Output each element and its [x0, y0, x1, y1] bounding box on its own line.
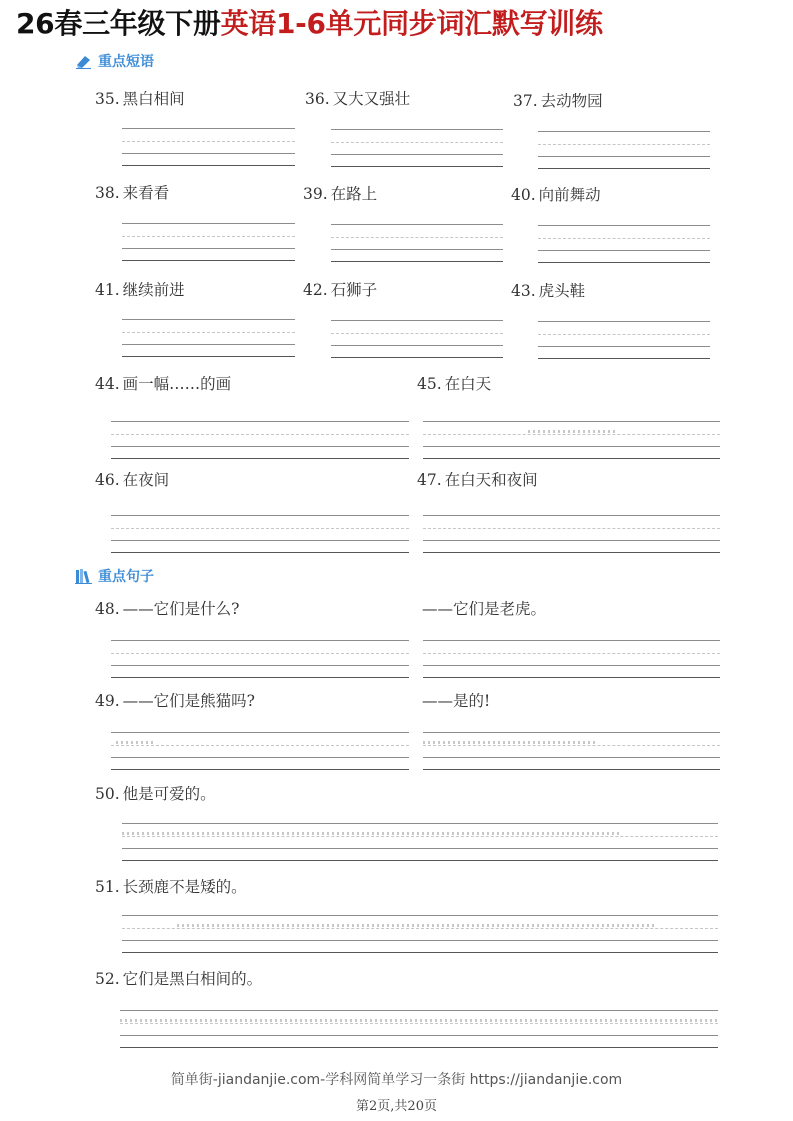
writing-lines[interactable] [423, 421, 720, 461]
writing-lines[interactable] [423, 640, 720, 680]
phrase-item: 37. 去动物园 [513, 92, 603, 110]
phrase-item: 36. 又大又强壮 [305, 90, 411, 108]
phrase-item: 41. 继续前进 [95, 281, 185, 299]
writing-lines[interactable] [538, 131, 710, 171]
writing-lines[interactable] [423, 515, 720, 555]
phrase-item: 42. 石狮子 [303, 281, 378, 299]
section-sentences-heading [75, 566, 154, 586]
section-sentences-label: 重点句子 [98, 569, 154, 585]
section-phrases-heading [75, 51, 154, 71]
sentence-item: 49. ——它们是熊猫吗? [95, 692, 255, 710]
writing-lines[interactable] [111, 421, 409, 461]
title-topic: 英语1-6单元同步词汇默写训练 [220, 7, 603, 40]
sentence-answer: ——它们是老虎。 [422, 600, 547, 618]
books-icon [75, 568, 93, 584]
sentence-answer: ——是的! [422, 692, 491, 710]
pencil-eraser-icon [75, 53, 93, 69]
writing-lines[interactable] [423, 732, 720, 772]
writing-lines[interactable] [331, 129, 503, 169]
sentence-item: 52. 它们是黑白相间的。 [95, 970, 263, 988]
section-phrases-label: 重点短语 [98, 54, 154, 70]
writing-lines[interactable] [111, 515, 409, 555]
phrase-item: 43. 虎头鞋 [511, 282, 586, 300]
writing-lines[interactable] [122, 823, 718, 863]
footer-page-number: 第2页,共20页 [356, 1099, 437, 1114]
sentence-item: 50. 他是可爱的。 [95, 785, 216, 803]
writing-lines[interactable] [122, 223, 295, 263]
phrase-item: 39. 在路上 [303, 185, 378, 203]
sentence-item: 48. ——它们是什么? [95, 600, 240, 618]
writing-lines[interactable] [538, 225, 710, 265]
phrase-item: 38. 来看看 [95, 184, 170, 202]
writing-lines[interactable] [111, 732, 409, 772]
phrase-item: 47. 在白天和夜间 [417, 471, 538, 489]
phrase-item: 40. 向前舞动 [511, 186, 601, 204]
writing-lines[interactable] [331, 224, 503, 264]
phrase-item: 35. 黑白相间 [95, 90, 185, 108]
writing-lines[interactable] [122, 915, 718, 955]
phrase-item: 45. 在白天 [417, 375, 492, 393]
writing-lines[interactable] [111, 640, 409, 680]
writing-lines[interactable] [538, 321, 710, 361]
phrase-item: 44. 画一幅……的画 [95, 375, 232, 393]
writing-lines[interactable] [122, 319, 295, 359]
page-title [16, 4, 781, 44]
writing-lines[interactable] [120, 1010, 718, 1050]
sentence-item: 51. 长颈鹿不是矮的。 [95, 878, 247, 896]
writing-lines[interactable] [122, 128, 295, 168]
writing-lines[interactable] [331, 320, 503, 360]
footer-site: 简单街-jiandanjie.com-学科网简单学习一条街 https://jiandanjie.com [170, 1072, 623, 1088]
phrase-item: 46. 在夜间 [95, 471, 170, 489]
title-grade: 26春三年级下册 [16, 7, 221, 40]
